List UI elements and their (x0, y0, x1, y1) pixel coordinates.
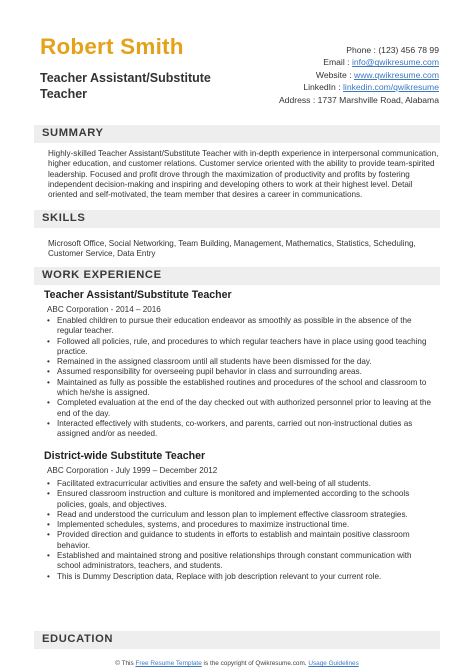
job-bullets (47, 316, 432, 440)
contact-address: Address : 1737 Marshville Road, Alabama (278, 94, 439, 105)
list-item: • Maintained as fully as possible the established routines and procedures of the school and classroom to which he/she is assigned. (47, 378, 432, 399)
contact-label: LinkedIn (303, 82, 336, 93)
email-link[interactable]: info@qwikresume.com (351, 57, 439, 68)
list-item: • Implemented schedules, systems, and procedures to maximize instructional time. (47, 520, 432, 530)
website-link[interactable]: www.qwikresume.com (353, 69, 439, 80)
contact-phone: Phone : (123) 456 78 99 (346, 45, 439, 55)
job-meta: ABC Corporation - July 1999 – December 2012 (47, 466, 218, 475)
contact-value: 1737 Marshville Road, Alabama (317, 94, 439, 105)
summary-section-header (34, 125, 440, 143)
list-item: • Completed evaluation at the end of the day checked out with authorized personnel prior to leaving at the end of the day. (47, 398, 432, 419)
list-item: • Remained in the assigned classroom until all students have been dismissed for the day. (47, 357, 432, 367)
job-title: District-wide Substitute Teacher (44, 450, 206, 462)
contact-label: Email (323, 57, 345, 68)
list-item: • Read and understood the curriculum and lesson plan to implement effective classroom strategies. (47, 510, 432, 520)
education-section-header (34, 631, 440, 649)
summary-text: Highly-skilled Teacher Assistant/Substitute Teacher with in-depth experience in interpersonal communication, higher education, and customer relations. Customer service oriented with the ability to provide team-spirited leadership. Focused and profit drove through the maximization of productivity and profits by fostering independent decision-making and inspiring and developing others to work at their highest level. Detail oriented and self-motivated, the team member that desires a career in communications. (48, 149, 439, 200)
candidate-name: Robert Smith (40, 34, 184, 59)
list-item: • Provided direction and guidance to students in efforts to establish and maintain positive classroom behavior. (47, 530, 432, 551)
experience-section-header (34, 267, 440, 285)
contact-label: Phone (346, 45, 372, 55)
skills-text: Microsoft Office, Social Networking, Team Building, Management, Mathematics, Statistics, Scheduling, Customer Service, Data Entry (48, 239, 416, 259)
contact-linkedin: LinkedIn : linkedin.com/qwikresume (303, 82, 439, 93)
list-item: • Established and maintained strong and positive relationships through constant communication with school administrators, teachers, and students. (47, 551, 432, 572)
list-item: • This is Dummy Description data, Replace with job description relevant to your current role. (47, 572, 432, 582)
section-heading: EDUCATION (42, 633, 114, 645)
section-heading: SUMMARY (42, 127, 104, 139)
free-resume-template-link[interactable]: Free Resume Template (135, 660, 202, 667)
usage-guidelines-link[interactable]: Usage Guidelines (308, 660, 359, 667)
contact-label: Address (278, 94, 311, 105)
list-item: • Assumed responsibility for overseeing pupil behavior in class and surrounding areas. (47, 367, 432, 377)
job-meta: ABC Corporation - 2014 – 2016 (47, 305, 161, 314)
contact-value: (123) 456 78 99 (378, 45, 439, 55)
contact-label: Website (315, 69, 347, 80)
list-item: • Enabled children to pursue their education endeavor as smoothly as possible in the absence of the regular teacher. (47, 316, 432, 337)
linkedin-link[interactable]: linkedin.com/qwikresume (343, 82, 439, 93)
candidate-title: Teacher Assistant/Substitute Teacher (40, 71, 211, 101)
contact-email: Email : info@qwikresume.com (323, 57, 439, 68)
contact-block (279, 44, 439, 106)
list-item: • Facilitated extracurricular activities and ensure the safety and well-being of all students. (47, 479, 432, 489)
skills-section-header (34, 210, 440, 228)
job-bullets (47, 479, 432, 582)
section-heading: WORK EXPERIENCE (42, 269, 162, 281)
copyright-footer: © This Free Resume Template is the copyright of Qwikresume.com. Usage Guidelines (115, 660, 359, 667)
section-heading: SKILLS (42, 212, 86, 224)
job-title: Teacher Assistant/Substitute Teacher (44, 289, 232, 301)
list-item: • Interacted effectively with students, co-workers, and parents, carried out non-instructional duties as assigned and/or as needed. (47, 419, 432, 440)
list-item: • Ensured classroom instruction and culture is monitored and implemented according to the schools policies, goals, and objectives. (47, 489, 432, 510)
contact-website: Website : www.qwikresume.com (315, 69, 439, 80)
list-item: • Followed all policies, rule, and procedures to which regular teachers have in place using good teaching practice. (47, 337, 432, 358)
